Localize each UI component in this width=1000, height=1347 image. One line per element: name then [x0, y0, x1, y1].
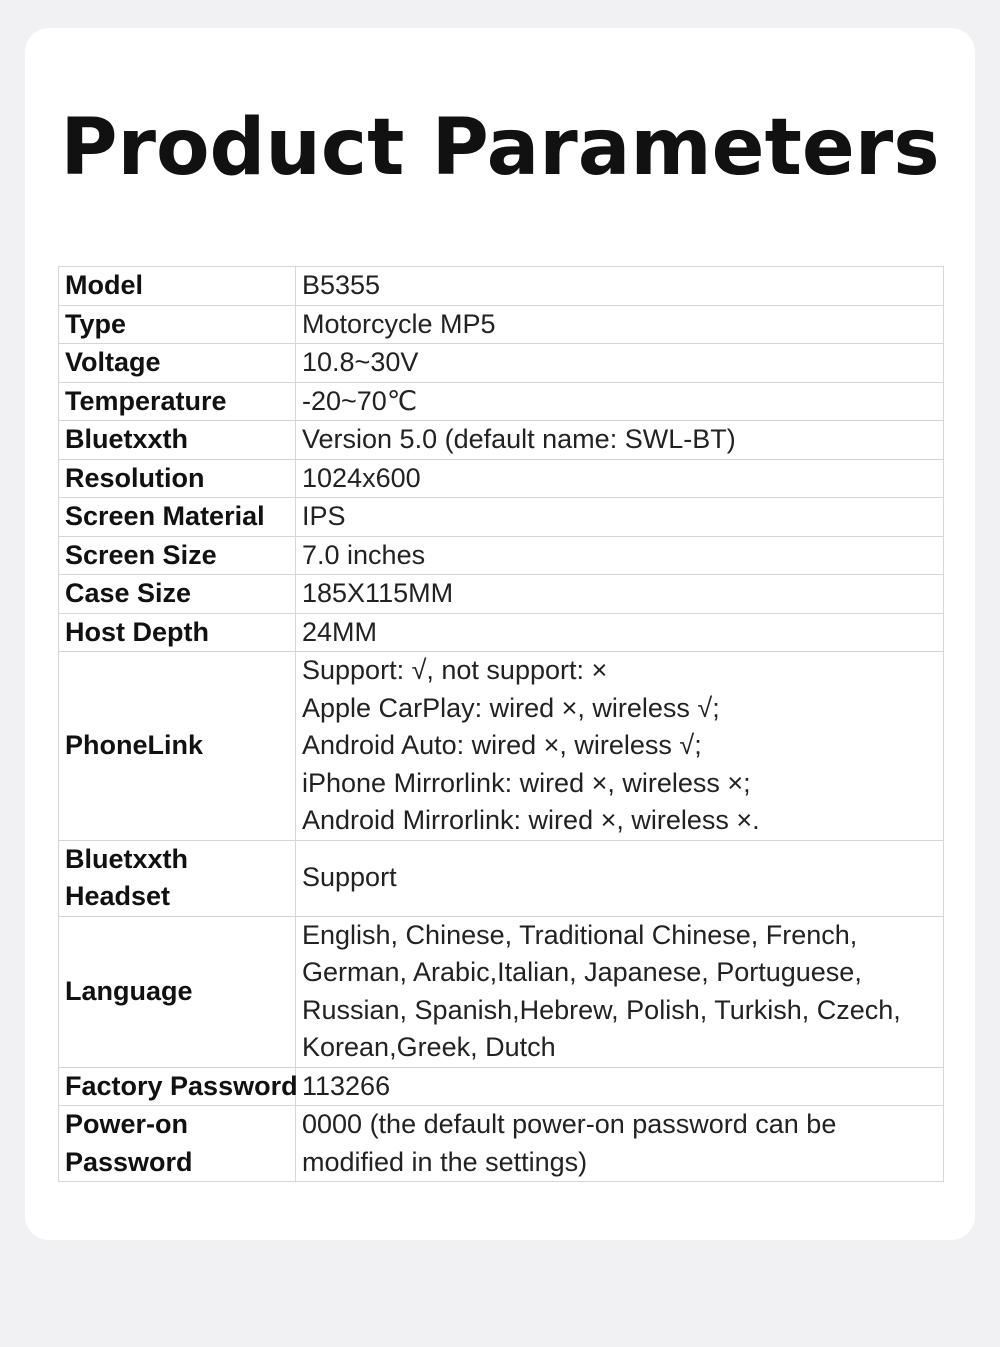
table-row: [59, 382, 944, 421]
param-value-language: [296, 916, 944, 1067]
param-value-type: Motorcycle MP5: [296, 305, 944, 344]
param-key-factory-password: Factory Password: [59, 1067, 296, 1106]
param-value-factory-password: 113266: [296, 1067, 944, 1106]
param-key-bluetooth-headset: [59, 840, 296, 916]
table-row: [59, 840, 944, 916]
table-row: [59, 916, 944, 1067]
table-row: [59, 652, 944, 841]
param-key-type: Type: [59, 305, 296, 344]
table-row: [59, 344, 944, 383]
param-value-bluetooth: Version 5.0 (default name: SWL-BT): [296, 421, 944, 460]
key-line: Bluetxxth: [65, 843, 189, 874]
table-row: [59, 459, 944, 498]
param-value-temperature: -20~70℃: [296, 382, 944, 421]
table-row: [59, 421, 944, 460]
table-row: [59, 613, 944, 652]
param-key-screen-material: Screen Material: [59, 498, 296, 537]
phonelink-line: Android Mirrorlink: wired ×, wireless ×.: [302, 805, 760, 835]
param-key-power-on-password: [59, 1106, 296, 1182]
param-key-model: Model: [59, 267, 296, 306]
phonelink-line: Apple CarPlay: wired ×, wireless √;: [302, 692, 720, 723]
param-key-phonelink: PhoneLink: [59, 652, 296, 841]
key-line: Password: [65, 1146, 193, 1177]
key-line: Headset: [65, 881, 171, 911]
param-value-host-depth: 24MM: [296, 613, 944, 652]
table-row: [59, 498, 944, 537]
param-value-resolution: 1024x600: [296, 459, 944, 498]
parameters-table: [58, 266, 944, 1182]
param-value-power-on-password: [296, 1106, 944, 1182]
power-on-password-line: modified in the settings): [302, 1146, 588, 1177]
language-line: English, Chinese, Traditional Chinese, French,: [302, 919, 858, 950]
table-row: [59, 1106, 944, 1182]
phonelink-line: Android Auto: wired ×, wireless √;: [302, 730, 702, 760]
language-line: German, Arabic,Italian, Japanese, Portuguese,: [302, 957, 862, 987]
param-key-temperature: Temperature: [59, 382, 296, 421]
power-on-password-line: 0000 (the default power-on password can be: [302, 1109, 837, 1139]
table-row: [59, 305, 944, 344]
param-value-model: B5355: [296, 267, 944, 306]
param-key-host-depth: Host Depth: [59, 613, 296, 652]
table-row: [59, 536, 944, 575]
param-key-screen-size: Screen Size: [59, 536, 296, 575]
param-key-language: Language: [59, 916, 296, 1067]
table-row: [59, 575, 944, 614]
param-value-voltage: 10.8~30V: [296, 344, 944, 383]
param-key-voltage: Voltage: [59, 344, 296, 383]
language-line: Korean,Greek, Dutch: [302, 1032, 556, 1062]
phonelink-line: Support: √, not support: ×: [302, 655, 608, 685]
phonelink-line: iPhone Mirrorlink: wired ×, wireless ×;: [302, 767, 751, 798]
param-value-screen-size: 7.0 inches: [296, 536, 944, 575]
param-value-bluetooth-headset: Support: [296, 840, 944, 916]
param-value-screen-material: IPS: [296, 498, 944, 537]
param-value-case-size: 185X115MM: [296, 575, 944, 614]
param-key-resolution: Resolution: [59, 459, 296, 498]
param-key-bluetooth: Bluetxxth: [59, 421, 296, 460]
language-line: Russian, Spanish,Hebrew, Polish, Turkish, Czech,: [302, 994, 901, 1025]
key-line: Power-on: [65, 1109, 189, 1139]
table-row: [59, 1067, 944, 1106]
table-row: [59, 267, 944, 306]
page-title: Product Parameters: [60, 103, 940, 193]
param-value-phonelink: [296, 652, 944, 841]
param-key-case-size: Case Size: [59, 575, 296, 614]
